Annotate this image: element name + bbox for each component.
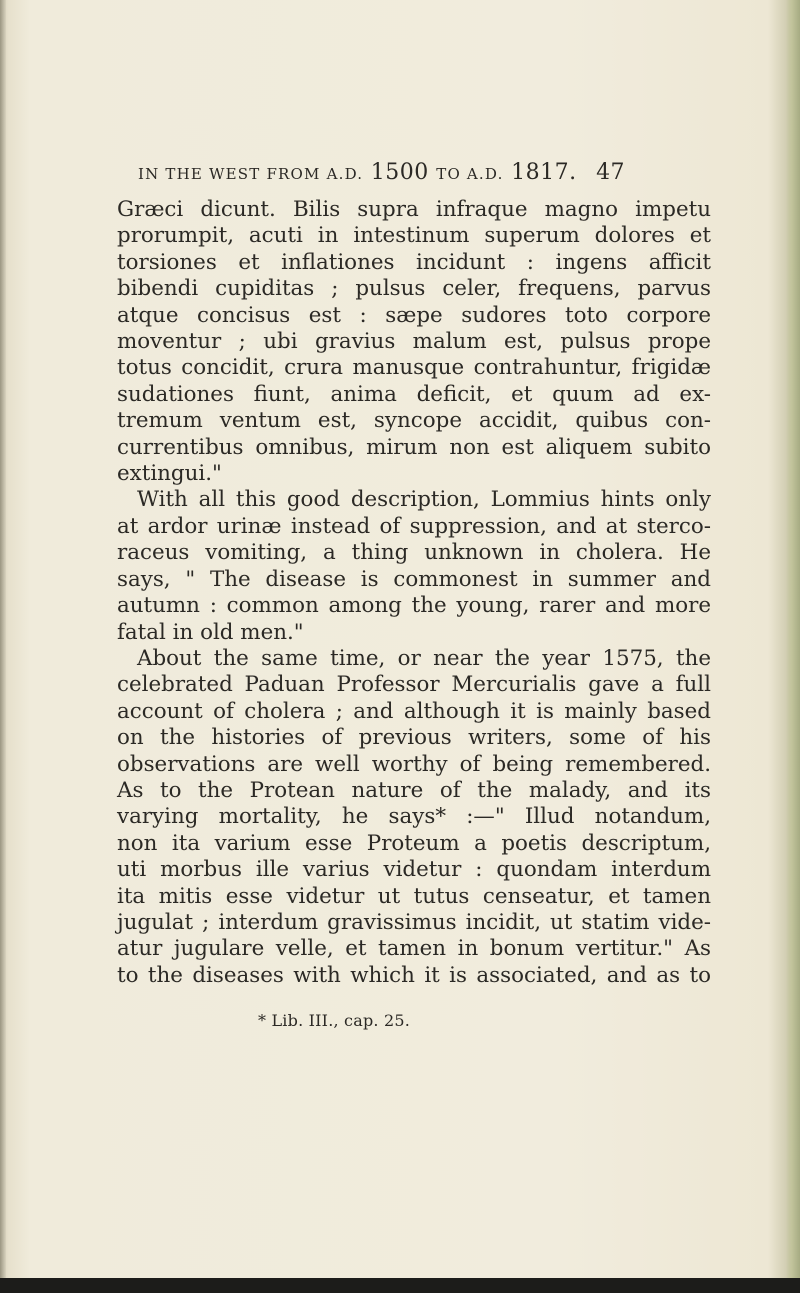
- text-line: With all this good description, Lommius hints only: [137, 487, 711, 513]
- text-line: jugulat ; interdum gravissimus incidit, ut statim vide-: [117, 909, 711, 935]
- text-line: non ita varium esse Proteum a poetis descriptum,: [117, 830, 711, 856]
- footnote: * Lib. III., cap. 25.: [258, 1011, 411, 1030]
- text-line: torsiones et inflationes incidunt : ingens afficit: [117, 249, 711, 275]
- text-line: says, " The disease is commonest in summer and: [117, 566, 711, 592]
- text-line: celebrated Paduan Professor Mercurialis gave a full: [117, 672, 711, 698]
- text-line: atur jugulare velle, et tamen in bonum vertitur." As: [117, 936, 711, 962]
- body-text: [117, 197, 711, 989]
- text-line: totus concidit, crura manusque contrahuntur, frigidæ: [117, 355, 711, 381]
- text-line: prorumpit, acuti in intestinum superum dolores et: [117, 223, 711, 249]
- running-head-title: IN THE WEST FROM A.D.: [138, 165, 364, 183]
- running-head-to: TO A.D.: [436, 165, 504, 183]
- running-head: [138, 160, 698, 185]
- page-right-edge: [786, 0, 800, 1293]
- text-line: uti morbus ille varius videtur : quondam interdum: [117, 857, 711, 883]
- text-line: moventur ; ubi gravius malum est, pulsus prope: [117, 329, 711, 355]
- text-line: bibendi cupiditas ; pulsus celer, frequens, parvus: [117, 276, 711, 302]
- text-line: sudationes fiunt, anima deficit, et quum ad ex-: [117, 381, 711, 407]
- text-line: varying mortality, he says* :—" Illud notandum,: [117, 804, 711, 830]
- text-line: observations are well worthy of being remembered.: [117, 751, 711, 777]
- text-line: to the diseases with which it is associated, and as to: [117, 962, 711, 988]
- text-line: Græci dicunt. Bilis supra infraque magno impetu: [117, 197, 711, 222]
- text-line: About the same time, or near the year 1575, the: [137, 645, 711, 671]
- text-line: at ardor urinæ instead of suppression, and at sterco-: [117, 513, 711, 539]
- running-head-year-from: 1500: [370, 160, 429, 185]
- text-line: atque concisus est : sæpe sudores toto corpore: [117, 302, 711, 328]
- text-line: ita mitis esse videtur ut tutus censeatur, et tamen: [117, 883, 711, 909]
- page-number: 47: [596, 160, 626, 185]
- text-line: currentibus omnibus, mirum non est aliquem subito: [117, 434, 711, 460]
- text-line: raceus vomiting, a thing unknown in cholera. He: [117, 540, 711, 566]
- text-line: autumn : common among the young, rarer and more: [117, 593, 711, 619]
- page-left-edge: [0, 0, 6, 1293]
- text-line: extingui.": [117, 461, 222, 487]
- text-line: fatal in old men.": [117, 619, 304, 645]
- text-line: As to the Protean nature of the malady, and its: [117, 777, 711, 803]
- text-line: tremum ventum est, syncope accidit, quibus con-: [117, 408, 711, 434]
- running-head-year-to: 1817.: [511, 160, 577, 185]
- scan-bottom-edge: [0, 1278, 800, 1293]
- text-line: on the histories of previous writers, some of his: [117, 725, 711, 751]
- text-line: account of cholera ; and although it is mainly based: [117, 698, 711, 724]
